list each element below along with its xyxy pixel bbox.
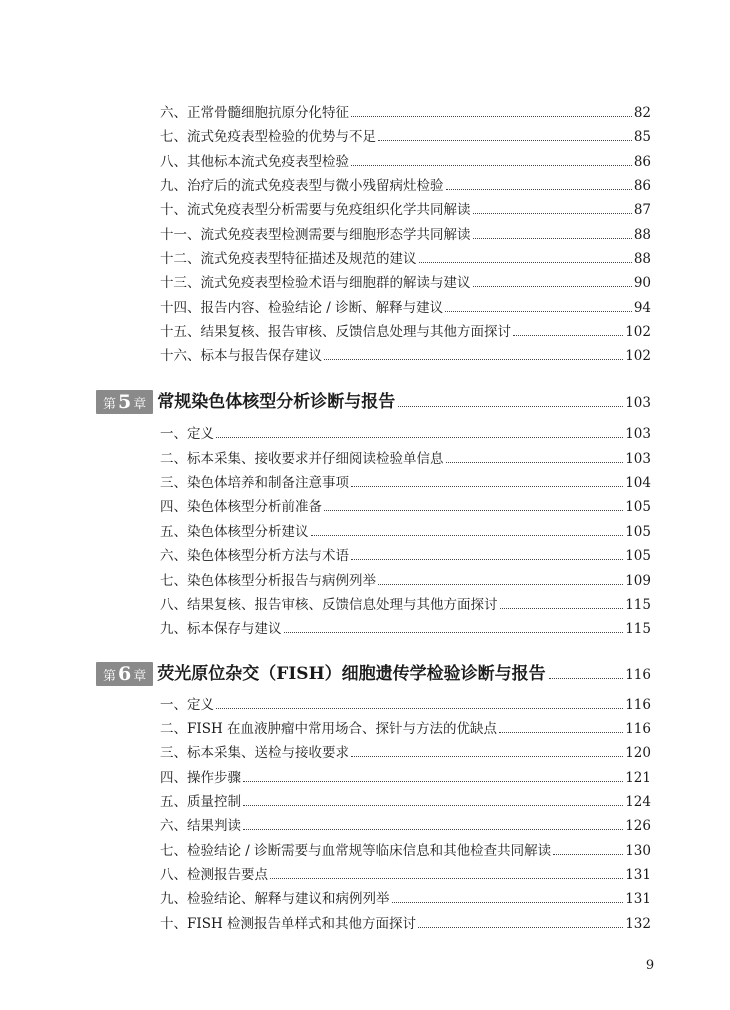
toc-entry[interactable] bbox=[160, 864, 651, 884]
toc-entry-title: 五、质量控制 bbox=[160, 794, 241, 810]
toc-entry-page: 116 bbox=[625, 721, 651, 737]
chapter-prefix: 第 bbox=[103, 668, 117, 684]
leader-dots bbox=[398, 406, 623, 407]
chapter-number: 6 bbox=[118, 663, 132, 685]
toc-entry-title: 十、FISH 检测报告单样式和其他方面探讨 bbox=[160, 916, 417, 932]
toc-entry-page: 103 bbox=[625, 426, 651, 442]
leader-dots bbox=[446, 189, 632, 190]
leader-dots bbox=[499, 732, 623, 733]
leader-dots bbox=[243, 805, 623, 806]
leader-dots bbox=[351, 756, 623, 757]
toc-entry[interactable] bbox=[160, 840, 651, 860]
toc-entry-title: 八、结果复核、报告审核、反馈信息处理与其他方面探讨 bbox=[160, 597, 498, 613]
leader-dots bbox=[553, 854, 623, 855]
toc-entry-page: 82 bbox=[633, 105, 651, 121]
toc-entry-page: 115 bbox=[625, 621, 651, 637]
chapter-title: 常规染色体核型分析诊断与报告 bbox=[157, 392, 396, 412]
toc-entry-title: 七、检验结论 / 诊断需要与血常规等临床信息和其他检查共同解读 bbox=[160, 843, 552, 859]
toc-entry-page: 86 bbox=[633, 154, 651, 170]
toc-entry-page: 105 bbox=[625, 548, 651, 564]
toc-entry[interactable] bbox=[160, 175, 651, 195]
toc-entry[interactable] bbox=[160, 272, 651, 292]
leader-dots bbox=[418, 927, 623, 928]
chapter-badge bbox=[96, 390, 153, 414]
leader-dots bbox=[351, 559, 623, 560]
chapter-heading-5[interactable] bbox=[96, 388, 651, 414]
toc-entry[interactable] bbox=[160, 888, 651, 908]
chapter-prefix: 第 bbox=[103, 396, 117, 412]
toc-entry-page: 88 bbox=[633, 227, 651, 243]
toc-entry-page: 121 bbox=[625, 770, 651, 786]
toc-entry[interactable] bbox=[160, 102, 651, 122]
toc-entry[interactable] bbox=[160, 545, 651, 565]
toc-entry-page: 120 bbox=[625, 745, 651, 761]
toc-entry[interactable] bbox=[160, 297, 651, 317]
leader-dots bbox=[513, 335, 623, 336]
toc-entry-title: 十五、结果复核、报告审核、反馈信息处理与其他方面探讨 bbox=[160, 324, 511, 340]
toc-entry-title: 七、染色体核型分析报告与病例列举 bbox=[160, 573, 376, 589]
toc-entry-title: 四、染色体核型分析前准备 bbox=[160, 499, 322, 515]
toc-entry[interactable] bbox=[160, 815, 651, 835]
leader-dots bbox=[378, 140, 632, 141]
toc-entry-title: 四、操作步骤 bbox=[160, 770, 241, 786]
leader-dots bbox=[351, 165, 632, 166]
leader-dots bbox=[243, 829, 623, 830]
toc-entry-title: 九、检验结论、解释与建议和病例列举 bbox=[160, 891, 390, 907]
toc-entry[interactable] bbox=[160, 345, 651, 365]
toc-entry-title: 十二、流式免疫表型特征描述及规范的建议 bbox=[160, 251, 417, 267]
toc-entry-title: 十四、报告内容、检验结论 / 诊断、解释与建议 bbox=[160, 300, 444, 316]
toc-entry[interactable] bbox=[160, 742, 651, 762]
toc-entry-title: 七、流式免疫表型检验的优势与不足 bbox=[160, 129, 376, 145]
leader-dots bbox=[392, 902, 624, 903]
toc-entry[interactable] bbox=[160, 199, 651, 219]
leader-dots bbox=[473, 286, 632, 287]
toc-entry-title: 一、定义 bbox=[160, 697, 214, 713]
toc-entry-page: 124 bbox=[625, 794, 651, 810]
toc-entry[interactable] bbox=[160, 570, 651, 590]
toc-entry[interactable] bbox=[160, 224, 651, 244]
toc-entry[interactable] bbox=[160, 694, 651, 714]
toc-entry[interactable] bbox=[160, 472, 651, 492]
toc-entry-page: 105 bbox=[625, 499, 651, 515]
leader-dots bbox=[284, 632, 624, 633]
toc-entry-page: 102 bbox=[625, 348, 651, 364]
toc-entry-page: 105 bbox=[625, 524, 651, 540]
toc-entry-page: 131 bbox=[625, 891, 651, 907]
toc-entry-title: 一、定义 bbox=[160, 426, 214, 442]
toc-entry-title: 八、其他标本流式免疫表型检验 bbox=[160, 154, 349, 170]
chapter-suffix: 章 bbox=[133, 396, 147, 412]
leader-dots bbox=[243, 781, 623, 782]
leader-dots bbox=[311, 535, 624, 536]
leader-dots bbox=[324, 510, 623, 511]
toc-entry-page: 131 bbox=[625, 867, 651, 883]
chapter-title: 荧光原位杂交（FISH）细胞遗传学检验诊断与报告 bbox=[157, 664, 546, 684]
toc-entry-title: 十、流式免疫表型分析需要与免疫组织化学共同解读 bbox=[160, 202, 471, 218]
leader-dots bbox=[270, 878, 623, 879]
toc-entry[interactable] bbox=[160, 718, 651, 738]
toc-entry-title: 六、正常骨髓细胞抗原分化特征 bbox=[160, 105, 349, 121]
toc-entry-title: 九、标本保存与建议 bbox=[160, 621, 282, 637]
toc-entry[interactable] bbox=[160, 448, 651, 468]
toc-entry-title: 九、治疗后的流式免疫表型与微小残留病灶检验 bbox=[160, 178, 444, 194]
toc-entry-page: 116 bbox=[625, 697, 651, 713]
toc-entry-title: 八、检测报告要点 bbox=[160, 867, 268, 883]
toc-entry-title: 三、染色体培养和制备注意事项 bbox=[160, 475, 349, 491]
toc-entry[interactable] bbox=[160, 321, 651, 341]
leader-dots bbox=[500, 608, 624, 609]
toc-entry-page: 104 bbox=[625, 475, 651, 491]
chapter-heading-6[interactable] bbox=[96, 660, 651, 686]
leader-dots bbox=[216, 437, 623, 438]
toc-entry-page: 109 bbox=[625, 573, 651, 589]
toc-entry[interactable] bbox=[160, 594, 651, 614]
leader-dots bbox=[445, 311, 632, 312]
toc-entry-title: 二、FISH 在血液肿瘤中常用场合、探针与方法的优缺点 bbox=[160, 721, 498, 737]
toc-entry[interactable] bbox=[160, 913, 651, 933]
toc-entry-page: 102 bbox=[625, 324, 651, 340]
toc-entry[interactable] bbox=[160, 496, 651, 516]
toc-entry-title: 五、染色体核型分析建议 bbox=[160, 524, 309, 540]
toc-entry[interactable] bbox=[160, 791, 651, 811]
toc-entry[interactable] bbox=[160, 521, 651, 541]
leader-dots bbox=[473, 213, 632, 214]
leader-dots bbox=[473, 238, 632, 239]
toc-entry[interactable] bbox=[160, 423, 651, 443]
toc-entry-page: 132 bbox=[625, 916, 651, 932]
toc-entry-page: 85 bbox=[633, 129, 651, 145]
toc-entry-title: 二、标本采集、接收要求并仔细阅读检验单信息 bbox=[160, 451, 444, 467]
leader-dots bbox=[351, 486, 623, 487]
leader-dots bbox=[446, 462, 624, 463]
toc-entry-title: 十一、流式免疫表型检测需要与细胞形态学共同解读 bbox=[160, 227, 471, 243]
toc-entry-page: 90 bbox=[633, 275, 651, 291]
toc-entry-title: 十三、流式免疫表型检验术语与细胞群的解读与建议 bbox=[160, 275, 471, 291]
toc-entry-page: 126 bbox=[625, 818, 651, 834]
toc-entry-title: 六、结果判读 bbox=[160, 818, 241, 834]
toc-entry[interactable] bbox=[160, 618, 651, 638]
toc-entry-page: 94 bbox=[633, 300, 651, 316]
chapter-number: 5 bbox=[118, 391, 132, 413]
chapter-page: 103 bbox=[625, 395, 651, 411]
toc-entry-title: 六、染色体核型分析方法与术语 bbox=[160, 548, 349, 564]
toc-entry[interactable] bbox=[160, 151, 651, 171]
chapter-suffix: 章 bbox=[133, 668, 147, 684]
toc-entry-page: 130 bbox=[625, 843, 651, 859]
toc-entry-page: 103 bbox=[625, 451, 651, 467]
toc-entry-page: 115 bbox=[625, 597, 651, 613]
toc-entry[interactable] bbox=[160, 126, 651, 146]
toc-entry-page: 86 bbox=[633, 178, 651, 194]
chapter-page: 116 bbox=[625, 667, 651, 683]
toc-entry-title: 三、标本采集、送检与接收要求 bbox=[160, 745, 349, 761]
toc-entry-page: 87 bbox=[633, 202, 651, 218]
toc-entry[interactable] bbox=[160, 767, 651, 787]
leader-dots bbox=[549, 678, 624, 679]
chapter-badge bbox=[96, 662, 153, 686]
leader-dots bbox=[216, 708, 623, 709]
page-number: 9 bbox=[645, 958, 655, 973]
leader-dots bbox=[351, 116, 632, 117]
leader-dots bbox=[324, 359, 623, 360]
toc-entry[interactable] bbox=[160, 248, 651, 268]
toc-entry-page: 88 bbox=[633, 251, 651, 267]
leader-dots bbox=[378, 584, 623, 585]
leader-dots bbox=[419, 262, 632, 263]
toc-entry-title: 十六、标本与报告保存建议 bbox=[160, 348, 322, 364]
